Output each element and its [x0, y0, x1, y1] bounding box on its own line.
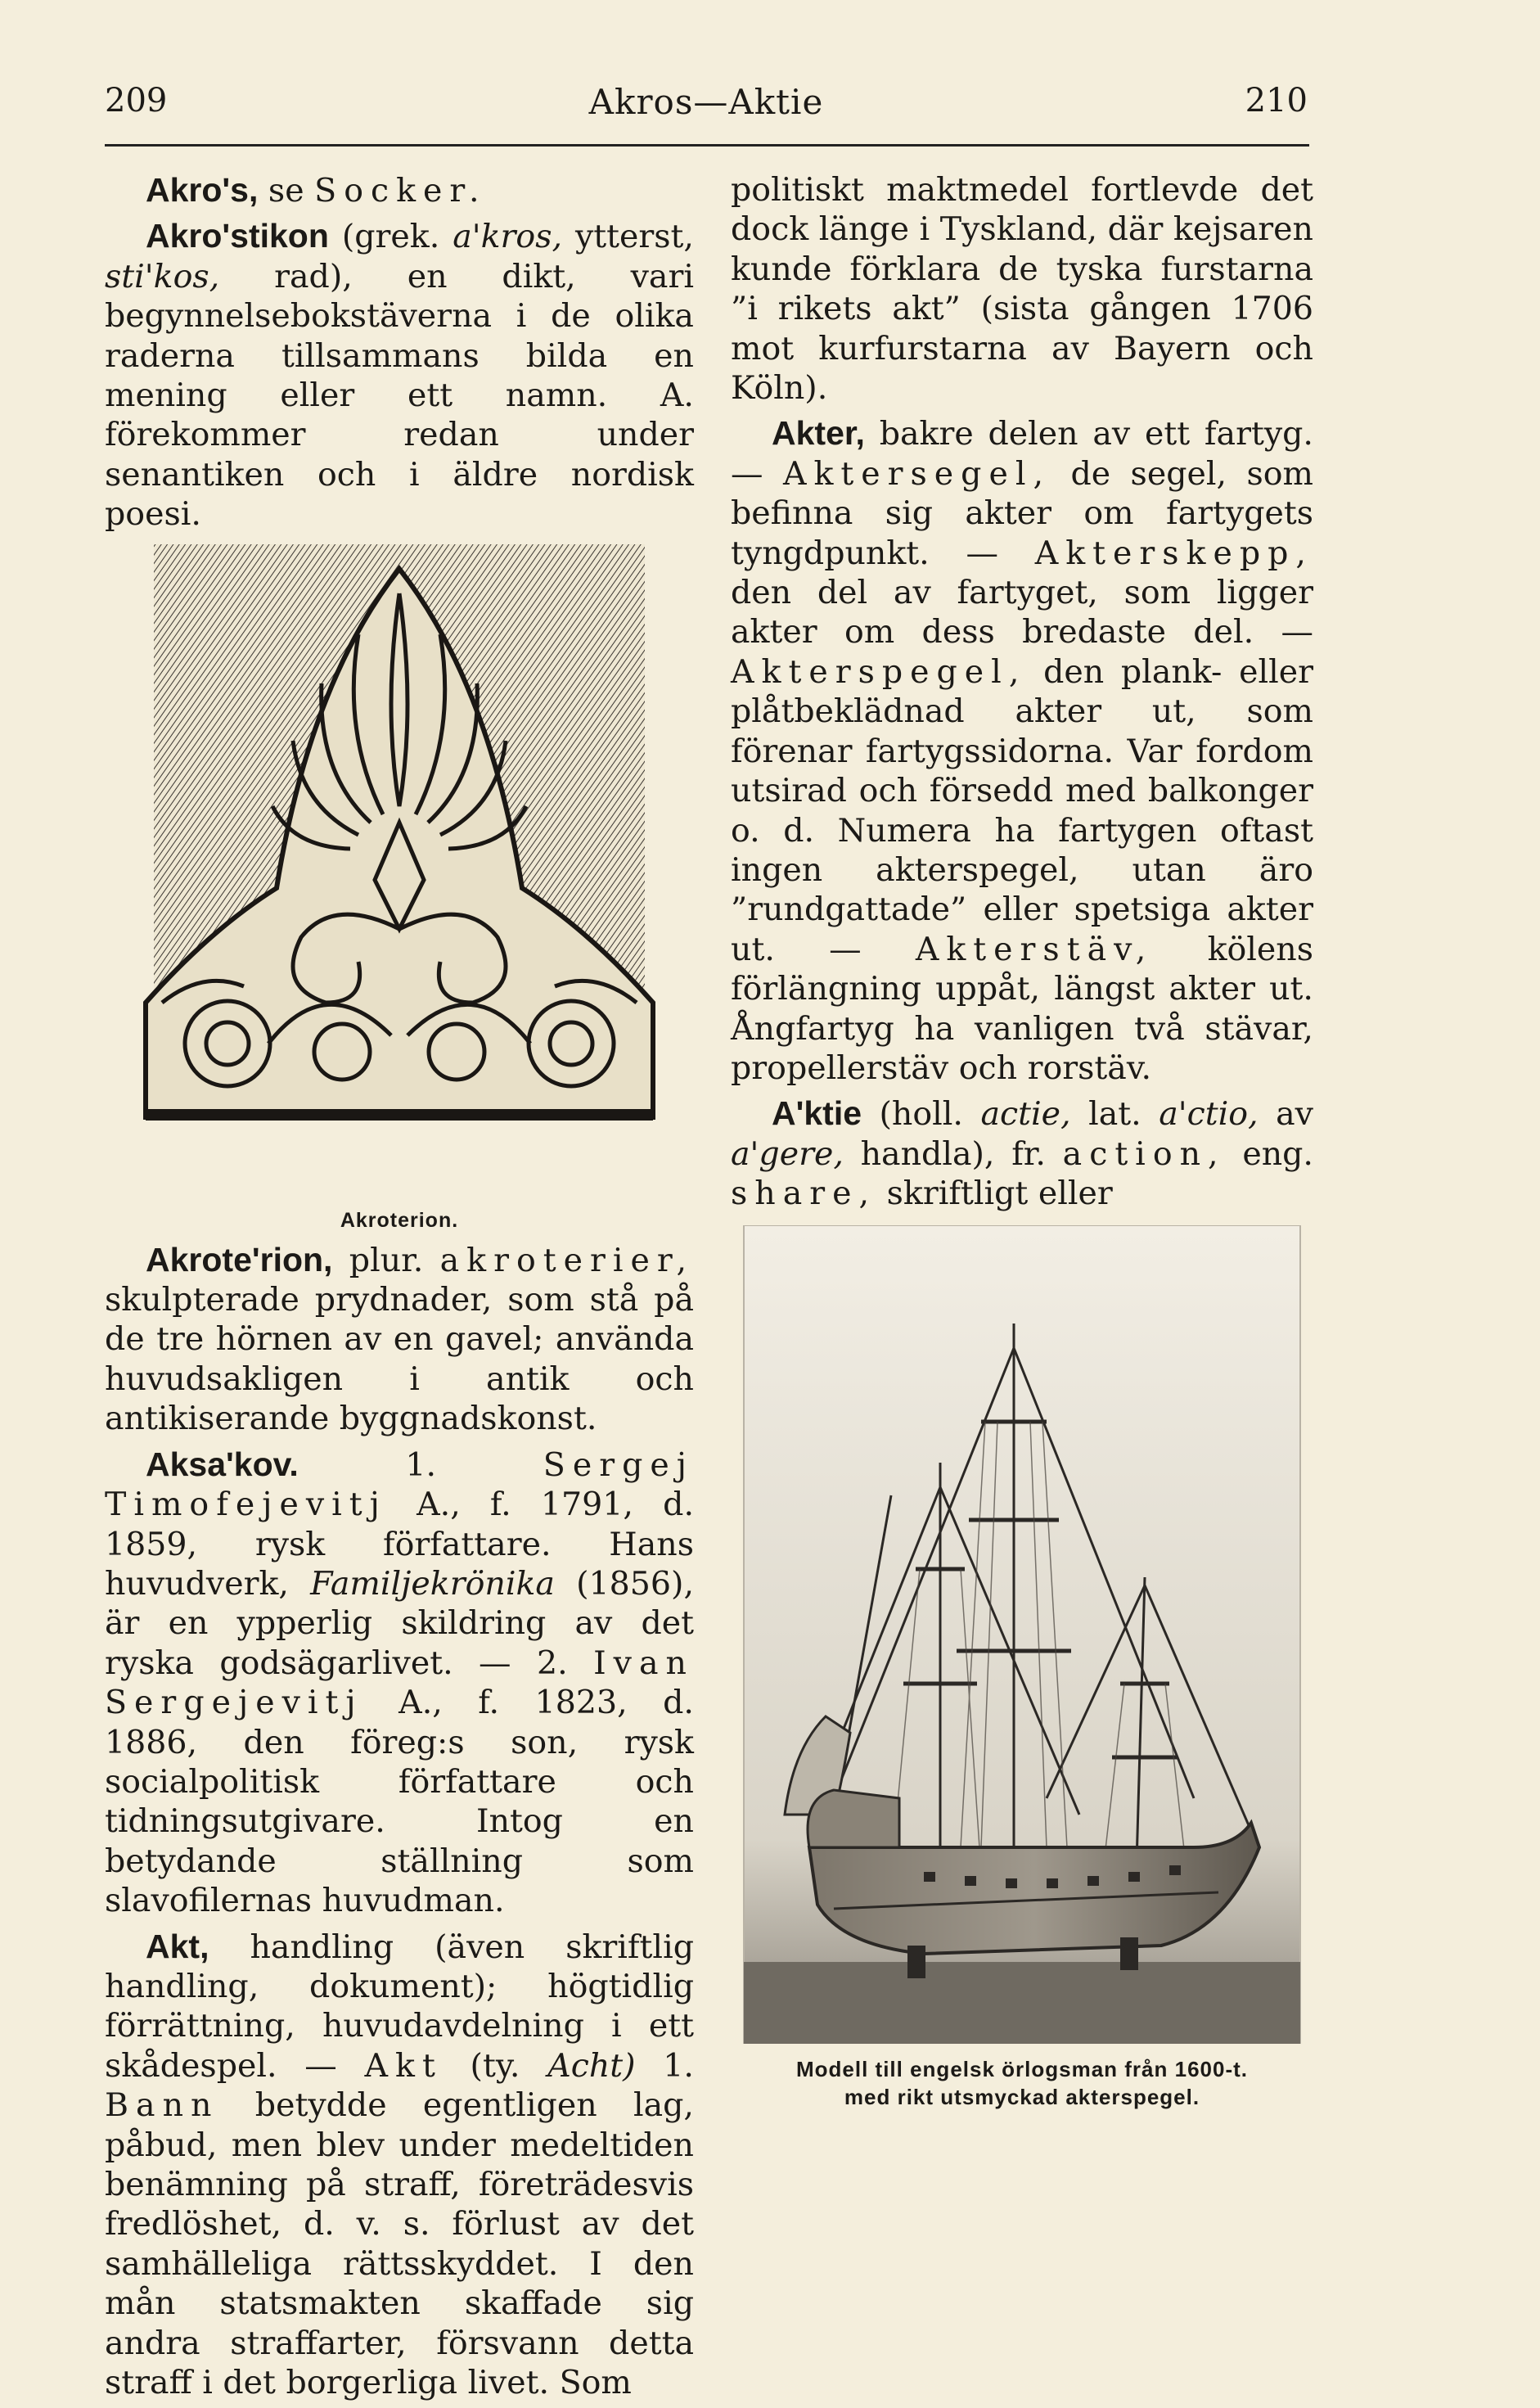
figure-caption-akroterion: Akroterion. — [340, 1208, 459, 1232]
page-number-right: 210 — [1245, 82, 1308, 119]
akroterion-figure — [105, 544, 694, 1233]
ship-model-photo — [736, 1225, 1308, 2044]
headword-aktie: A'ktie — [772, 1094, 862, 1133]
entry-akt: Akt, handling (även skriftlig handling, dokument); högtidlig förrättning, huvudavdelning i ett skådespel. — Akt (ty. Acht) 1. Bann betydde egentligen lag, påbud, men blev under medeltiden benämning på straff, företrädesvis fredlöshet, d. v. s. förlust av det samhälleliga rättsskyddet. I den mån statsmakten skaffade sig andra straffarter, försvann detta straff i det borgerliga livet. Som — [105, 1927, 694, 2402]
figure-caption-ship: Modell till engelsk örlogsman från 1600-t. med rikt utsmyckad akterspegel. — [795, 2056, 1248, 2109]
page-number-left: 209 — [105, 82, 168, 119]
headword-akroterion: Akrote'rion, — [146, 1240, 333, 1278]
entry-akros: Akro's, se Socker. — [146, 171, 487, 210]
header-rule — [105, 144, 1309, 147]
header-title: Akros—Aktie — [588, 82, 824, 122]
entry-akrostikon: Akro'stikon (grek. a'kros, ytterst, sti'kos, rad), en dikt, vari begynnelsebokstäverna i de olika raderna tillsammans bilda en mening eller ett namn. A. förekommer redan under senantiken och i äldre nordisk poesi. — [105, 217, 694, 534]
entry-akter: Akter, bakre delen av ett fartyg. — Aktersegel, de segel, som befinna sig akter om fartygets tyngdpunkt. — Akterskepp, den del av fartyget, som ligger akter om dess bredaste del. — Akterspegel, den plank- eller plåtbeklädnad akter ut, som förenar fartygssidorna. Var fordom utsirad och försedd med balkonger o. d. Numera ha fartygen oftast ingen akterspegel, utan äro ”rundgattade” eller spetsiga akter ut. — Akterstäv, kölens förlängning uppåt, längst akter ut. Ångfartyg ha vanligen två stävar, propellerstäv och rorstäv. — [731, 414, 1314, 1087]
headword-akter: Akter, — [772, 414, 865, 453]
entry-akroterion: Akrote'rion, plur. akroterier, skulpterade prydnader, som stå på de tre hörnen av en gavel; använda huvudsakligen i antik och antikiserande byggnadskonst. — [105, 1240, 694, 1438]
entry-aktie: A'ktie (holl. actie, lat. a'ctio, av a'gere, handla), fr. action, eng. share, skriftligt eller — [731, 1094, 1313, 1213]
right-column — [731, 170, 1313, 2111]
headword-aksakov: Aksa'kov. — [146, 1445, 299, 1483]
running-header — [105, 82, 1308, 139]
akroterion-illustration — [113, 544, 686, 1207]
entry-akt-continued: politiskt maktmedel fortlevde det dock länge i Tyskland, där kejsaren kunde förklara de tyska furstarna ”i rikets akt” (sista gången 1706 mot kurfurstarna av Bayern och Köln). — [731, 171, 1313, 408]
headword-akrostikon: Akro'stikon — [146, 217, 329, 255]
headword-akt: Akt, — [146, 1927, 209, 1965]
left-column — [105, 170, 694, 2408]
cross-reference: Socker. — [314, 172, 487, 210]
entry-aksakov: Aksa'kov. 1. Sergej Timofejevitj A., f. 1791, d. 1859, rysk författare. Hans huvudverk, Familjekrönika (1856), är en ypperlig skildring av det ryska godsägarlivet. — 2. Ivan Sergejevitj A., f. 1823, d. 1886, den föreg:s son, rysk socialpolitisk författare och tidningsutgivare. Intog en betydande ställning som slavofilernas huvudman. — [105, 1445, 695, 1920]
headword-akros: Akro's, — [146, 171, 259, 209]
ship-model-figure — [731, 1225, 1313, 2111]
